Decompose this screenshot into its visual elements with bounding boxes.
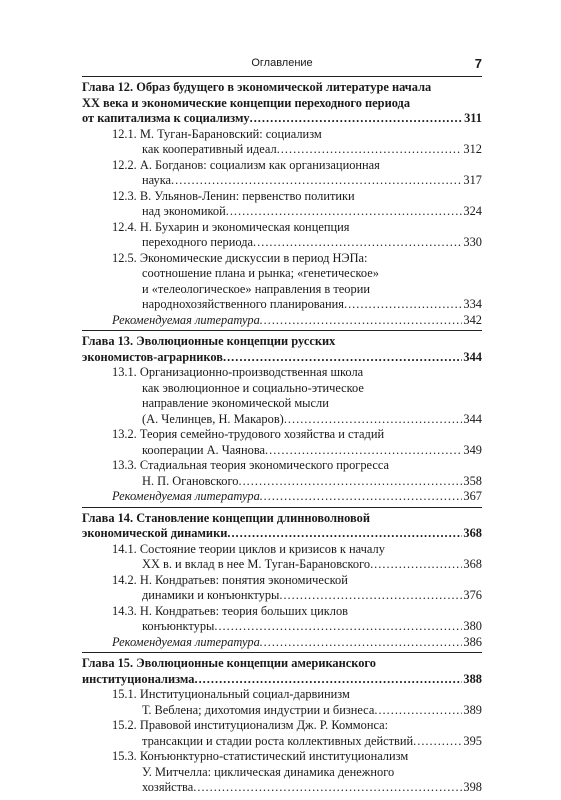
section-last-line [82, 588, 482, 604]
section-page: 317 [463, 173, 482, 187]
section-last-line [82, 173, 482, 189]
section-page: 386 [463, 634, 482, 649]
section-line: 12.5. Экономические дискуссии в период НЭПа: [112, 250, 368, 265]
leader-dots [253, 235, 462, 251]
recommended-reading-label: Рекомендуемая литература [112, 489, 260, 503]
section-line: соотношение плана и рынка; «генетическое» [142, 266, 379, 280]
section-line: кооперации А. Чаянова [142, 442, 266, 457]
chapter-divider [82, 652, 482, 653]
leader-dots [260, 489, 463, 505]
chapter-title-line: Глава 12. Образ будущего в экономической литературе начала [82, 80, 432, 94]
section-line: переходного периода [142, 235, 254, 249]
chapter-title-line: экономической динамики [82, 526, 228, 540]
leader-dots [284, 412, 463, 428]
leader-dots [279, 588, 462, 604]
chapter-page: 344 [463, 349, 482, 364]
section-line: и «телеологическое» направления в теории [142, 281, 370, 296]
chapter-title-line: Глава 13. Эволюционные концепции русских [82, 334, 336, 348]
header-rule [82, 76, 482, 77]
recommended-reading-label: Рекомендуемая литература [112, 312, 260, 327]
section-line: направление экономической мысли [142, 396, 329, 410]
table-of-contents [82, 80, 482, 796]
section-line: 12.1. М. Туган-Барановский: социализм [112, 126, 322, 141]
leader-dots [250, 111, 463, 127]
section-last-line [82, 235, 482, 251]
chapter-12 [82, 80, 482, 328]
section-line: 12.3. В. Ульянов-Ленин: первенство политики [112, 188, 355, 203]
section-last-line [82, 619, 482, 635]
chapter-14 [82, 511, 482, 651]
section-line: 14.3. Н. Кондратьев: теория больших циклов [112, 603, 349, 618]
section-page: 395 [463, 733, 482, 748]
leader-dots [265, 443, 462, 459]
chapter-title-line: от капитализма к социализму [82, 111, 250, 125]
section-last-line [82, 780, 482, 796]
leader-dots [413, 734, 462, 750]
chapter-page: 388 [463, 671, 482, 686]
chapter-title-last-line [82, 350, 482, 366]
chapter-divider [82, 507, 482, 508]
chapter-title-last-line [82, 111, 482, 127]
leader-dots [193, 780, 462, 796]
section-last-line [82, 474, 482, 490]
leader-dots [260, 635, 463, 651]
section-line: 13.1. Организационно-производственная школа [112, 365, 364, 379]
section-last-line [82, 703, 482, 719]
section-line: наука [142, 173, 172, 187]
section-line: трансакции и стадии роста коллективных действий [142, 733, 414, 748]
running-header [82, 56, 482, 74]
section-line: народнохозяйственного планирования [142, 297, 344, 311]
chapter-page: 311 [464, 111, 482, 125]
section-line: как кооперативный идеал [142, 142, 277, 156]
section-last-line [82, 204, 482, 220]
section-line: динамики и конъюнктуры [142, 588, 280, 602]
section-last-line [82, 297, 482, 313]
recommended-reading [82, 489, 482, 505]
leader-dots [171, 173, 462, 189]
leader-dots [194, 672, 462, 688]
section-last-line [82, 557, 482, 573]
section-line: 15.2. Правовой институционализм Дж. Р. Коммонса: [112, 718, 389, 732]
section-line: 15.3. Конъюнктурно-статистический институционализм [112, 749, 409, 763]
section-page: 389 [463, 702, 482, 717]
section-page: 349 [463, 442, 482, 457]
chapter-page: 368 [463, 526, 482, 540]
chapter-title-last-line [82, 526, 482, 542]
section-line: Т. Веблена; дихотомия индустрии и бизнеса [142, 702, 375, 717]
leader-dots [226, 204, 463, 220]
header-title: Оглавление [251, 57, 313, 69]
section-line: У. Митчелла: циклическая динамика денежного [142, 764, 395, 779]
section-line: 12.4. Н. Бухарин и экономическая концепция [112, 219, 350, 234]
chapter-divider [82, 330, 482, 331]
section-page: 367 [463, 489, 482, 503]
leader-dots [223, 350, 462, 366]
leader-dots [227, 526, 462, 542]
section-line: над экономикой [142, 204, 226, 218]
leader-dots [370, 557, 462, 573]
leader-dots [214, 619, 462, 635]
section-page: 368 [463, 557, 482, 571]
section-line: хозяйства [142, 780, 194, 794]
leader-dots [374, 703, 462, 719]
section-line: XX в. и вклад в нее М. Туган-Барановского [142, 557, 371, 571]
section-line: (А. Челинцев, Н. Макаров) [142, 411, 284, 426]
section-page: 358 [463, 473, 482, 488]
section-page: 330 [463, 235, 482, 249]
chapter-title-line: экономистов-аграрников [82, 349, 223, 364]
recommended-reading [82, 313, 482, 329]
section-line: 15.1. Институциональный социал-дарвинизм [112, 687, 350, 701]
leader-dots [344, 297, 462, 313]
section-page: 324 [463, 204, 482, 218]
section-line: 14.2. Н. Кондратьев: понятия экономической [112, 572, 348, 587]
section-page: 344 [463, 411, 482, 426]
section-page: 312 [463, 142, 482, 156]
recommended-reading [82, 635, 482, 651]
section-last-line [82, 142, 482, 158]
section-line: 14.1. Состояние теории циклов и кризисов к началу [112, 541, 385, 556]
leader-dots [238, 474, 462, 490]
page-number: 7 [474, 56, 482, 71]
chapter-title-last-line [82, 672, 482, 688]
chapter-15 [82, 656, 482, 796]
leader-dots [277, 142, 463, 158]
section-line: конъюнктуры [142, 619, 215, 633]
recommended-reading-label: Рекомендуемая литература [112, 634, 260, 649]
section-line: 12.2. А. Богданов: социализм как организационная [112, 157, 380, 172]
chapter-title-line: XX века и экономические концепции переходного периода [82, 95, 411, 110]
section-page: 334 [463, 297, 482, 311]
chapter-13 [82, 334, 482, 505]
section-last-line [82, 443, 482, 459]
section-line: 13.2. Теория семейно-трудового хозяйства и стадий [112, 427, 385, 441]
section-page: 380 [463, 619, 482, 633]
section-last-line [82, 412, 482, 428]
section-line: Н. П. Огановского [142, 473, 239, 488]
section-line: 13.3. Стадиальная теория экономического прогресса [112, 458, 389, 472]
section-page: 376 [463, 588, 482, 602]
section-page: 342 [463, 312, 482, 327]
chapter-title-line: Глава 15. Эволюционные концепции американского [82, 656, 376, 670]
leader-dots [260, 313, 463, 329]
section-last-line [82, 734, 482, 750]
chapter-title-line: институционализма [82, 671, 195, 686]
chapter-title-line: Глава 14. Становление концепции длинноволновой [82, 510, 370, 525]
section-line: как эволюционное и социально-этическое [142, 380, 364, 395]
section-page: 398 [463, 780, 482, 794]
